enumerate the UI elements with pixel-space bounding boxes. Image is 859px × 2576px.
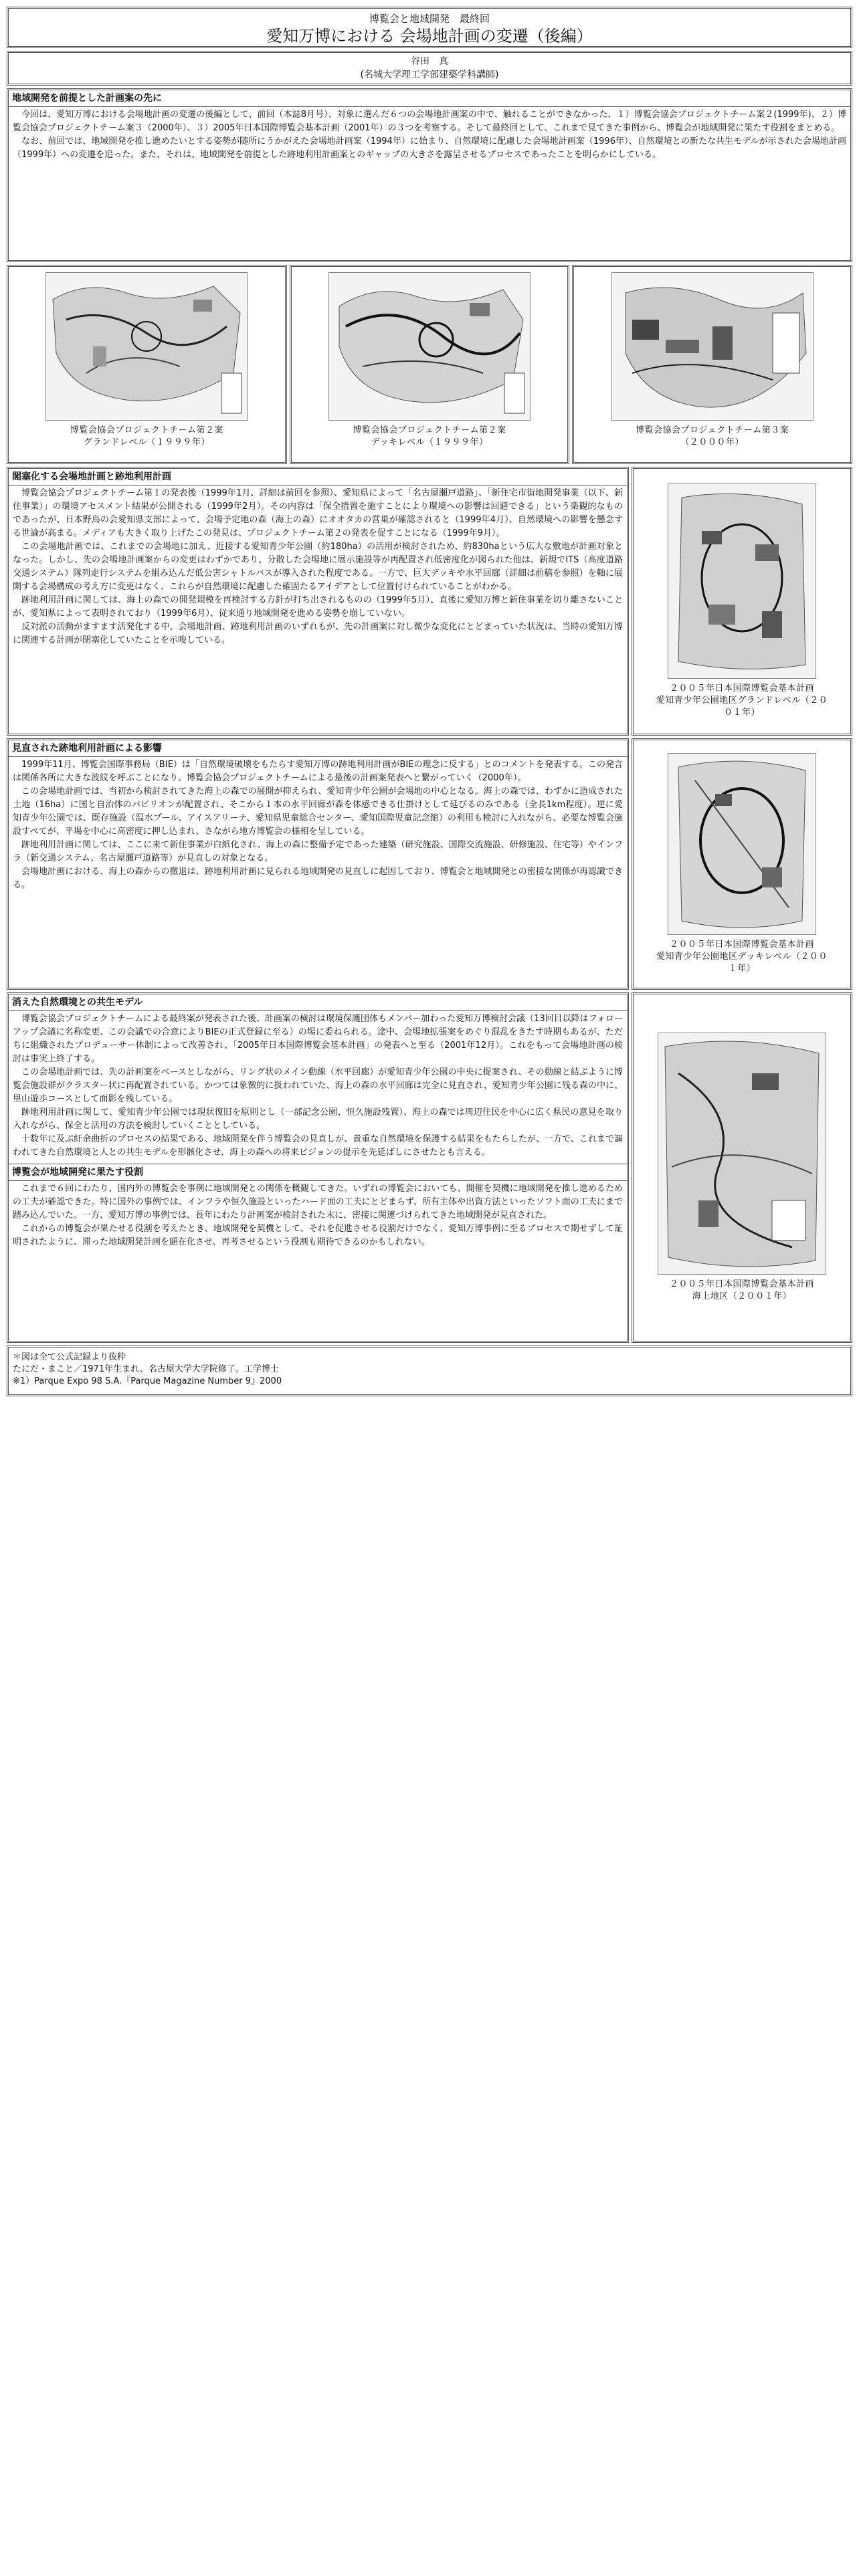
site-plan-map: [328, 272, 531, 421]
article-title: 愛知万博における 会場地計画の変遷（後編）: [266, 27, 593, 45]
figure-caption: [353, 425, 506, 449]
caption-line: デッキレベル（１９９９年）: [371, 437, 488, 447]
caption-line: 愛知青少年公園地区デッキレベル（２００: [656, 952, 828, 962]
caption-line: 博覧会協会プロジェクトチーム第３案: [636, 425, 789, 435]
figure-side: [632, 738, 852, 990]
caption-line: １年）: [728, 964, 756, 974]
caption-line: グランドレベル（１９９９年）: [83, 437, 210, 447]
paragraph: 跡地利用計画に関しては、海上の森での開発規模を再検討する方針が打ち出されるものの（1999年5月）、直後に愛知万博と新住事業を切り離さないことが、愛知県によって表明されており（1999年6月）、従来通り地域開発を進める姿勢を崩していない。: [13, 595, 623, 619]
intro-section: [7, 88, 852, 262]
section-s1: [7, 467, 629, 736]
figure-caption: [636, 425, 789, 449]
site-plan-map: [668, 484, 816, 679]
author-name: 谷田 真: [411, 56, 448, 67]
paragraph: これからの博覧会が果たせる役割を考えたとき、地域開発を契機として、それを促進させる役割だけでなく、愛知万博事例に至るプロセスで期せずして証明されたように、滞った地域開発計画を顕在化させ、再考させるという役割も期待できるのかもしれない。: [13, 1224, 623, 1247]
top-figure-row: [7, 265, 852, 464]
section-body: [9, 1011, 627, 1161]
section-heading: 消えた自然環境との共生モデル: [9, 994, 627, 1011]
figure-cell: [572, 265, 852, 464]
paragraph: 反対派の活動がますます活発化する中、会場地計画、跡地利用計画のいずれもが、先の計画案に対し微少な変化にとどまっていた状況は、当時の愛知万博に関連する計画が閉塞化していたことを示唆している。: [13, 622, 623, 645]
section-body: [9, 486, 627, 649]
note-line: ※1）Parque Expo 98 S.A.『Parque Magazine Number 9』2000: [13, 1376, 282, 1386]
section-body: [9, 1181, 627, 1251]
figure-caption: [670, 1279, 814, 1303]
note-line: ＊図は全て公式記録より抜粋: [13, 1352, 126, 1362]
section-heading: 地域開発を前提とした計画案の先に: [9, 90, 850, 107]
caption-line: 愛知青少年公園地区グランドレベル（２０: [656, 695, 828, 706]
figure-caption: [656, 939, 828, 975]
section-row: [7, 738, 852, 990]
paragraph: 1999年11月、博覧会国際事務局（BIE）は「自然環境破壊をもたらす愛知万博の跡地利用計画がBIEの理念に反する」とのコメントを発表する。この発言は関係各所に大きな波紋を呼ぶことになり、博覧会協会プロジェクトチームによる最後の計画案発表へと繋がっていく（2000年）。: [13, 760, 623, 783]
paragraph: なお、前回では、地域開発を推し進めたいとする姿勢が随所にうかがえた会場地計画案（1994年）に始まり、自然環境に配慮した会場地計画案（1996年）、自然環境との新たな共生モデルが示された会場地計画（1999年）への変遷を追った。また、それは、地域開発を前提とした跡地利用計画案とのギャップの大きさを露呈させるプロセスであったことを明らかにしている。: [13, 136, 846, 160]
notes-box: [7, 1346, 852, 1396]
paragraph: 博覧会協会プロジェクトチーム第１の発表後（1999年1月、詳細は前回を参照）、愛知県によって「名古屋瀬戸道路」、「新住宅市街地開発事業（以下、新住事業）」の環境アセスメント結果が公開される（1999年2月）。その内容は「保全措置を施すことにより環境への影響は回避できる」という楽観的なものであったが、日本野鳥の会愛知県支部によって、会場予定地の森（海上の森）にオオタカの営巣が確認されると（1999年4月）、自然環境への影響を懸念する世論が高まる。メディアも大きく取り上げたこの発見は、プロジェクトチーム第２の発表を促すことになる（1999年9月）。: [13, 488, 623, 538]
paragraph: この会場地計画では、これまでの会場地に加え、近接する愛知青少年公園（約180ha）の活用が検討されため、約830haという広大な敷地が計画対象となった。しかし、先の会場地計画案からの変更はわずかであり、分散した会場地に展示施設等が再配置され低密度化が図られた他は、新規でITS（高度道路交通システム）隊列走行システムを組み込んだ低公害シャトルバスが導入された程度である。一方で、巨大デッキや水平回廊（詳細は前稿を参照）を軸に展開する会場構成の考え方に変更はなく、これらが自然環境に配慮した確固たるアイデアとして位置付けられていることがわかる。: [13, 542, 623, 592]
paragraph: 今回は、愛知万博における会場地計画の変遷の後編として、前回（本誌8月号）、対象に選んだ６つの会場地計画案の中で、触れることができなかった、１）博覧会協会プロジェクトチーム案２(1999年)、２）博覧会協会プロジェクトチーム案３（2000年）、３）2005年日本国際博覧会基本計画（2001年）の３つを考察する。そして最終回として、これまで見てきた事例から、博覧会が地域開発に果たす役割をまとめる。: [13, 110, 846, 133]
figure-cell: [290, 265, 570, 464]
site-plan-map: [611, 272, 814, 421]
section-row: [7, 992, 852, 1343]
series-label: 博覧会と地域開発 最終回: [369, 13, 490, 25]
site-plan-map: [668, 753, 816, 935]
paragraph: これまで６回にわたり、国内外の博覧会を事例に地域開発との関係を概観してきた。いずれの博覧会においても、開催を契機に地域開発を推し進めるための工夫が確認できた。特に国外の事例では、インフラや恒久施設といったハード面の工夫にとどまらず、所有主体や出資方法といったソフト面の工夫にまで踏み込んでいた。一方、愛知万博の事例では、長年にわたり計画案が検討された末に、密接に関連づけられてきた地域開発が見直された。: [13, 1184, 623, 1220]
figure-cell: [7, 265, 287, 464]
paragraph: 跡地利用計画に関して、愛知青少年公園では現状復旧を原則とし（一部記念公園、恒久施設残置）、海上の森では周辺住民を中心に広く県民の意見を取り入れながら、保全と活用の方法を検討していくこととしている。: [13, 1107, 623, 1131]
site-plan-map: [658, 1033, 826, 1275]
section-s2: [7, 738, 629, 990]
figure-caption: [70, 425, 223, 449]
figure-side: [632, 467, 852, 736]
note-line: たにだ・まこと／1971年生まれ、名古屋大学大学院修了。工学博士: [13, 1364, 279, 1374]
caption-line: ２００５年日本国際博覧会基本計画: [669, 940, 814, 950]
paragraph: 博覧会協会プロジェクトチームによる最終案が発表された後、計画案の検討は環境保護団体もメンバー加わった愛知万博検討会議（13回目以降はフォローアップ会議に名称変更、この会議での合意によりBIEの正式登録に至る）の場に委ねられる。途中、会場地拡張案をめぐり混乱をきたす時期もあるが、ただちに組織されたプロデューサー体制によって改善され、「2005年日本国際博覧会基本計画」の発表へと至る（2001年12月）。これをもって会場地計画の検討は事実上終了する。: [13, 1014, 623, 1064]
section-heading: 見直された跡地利用計画による影響: [9, 740, 627, 757]
author-affiliation: (名城大学理工学部建築学科講師): [360, 70, 499, 80]
section-s3: [7, 992, 629, 1343]
section-heading: 博覧会が地域開発に果たす役割: [9, 1164, 627, 1181]
paragraph: この会場地計画では、当初から検討されてきた海上の森での展開が抑えられ、愛知青少年公園が会場地の中心となる。海上の森では、わずかに造成された土地（16ha）に国と自治体のパビリオンが配置され、そこから１本の水平回廊が森を体感できる仕掛けとして延びるのみである（全長1km程度）。逆に愛知青少年公園では、既存施設（温水プール、アイスアリーナ、愛知県児童総合センター、愛知国際児童記念館）の利用も検討に入れながら、必要な博覧会施設すべてが、平場を中心に高密度に押し込まれ、さながら地方博覧会の様相を呈している。: [13, 786, 623, 837]
site-plan-map: [45, 272, 248, 421]
caption-line: ２００５年日本国際博覧会基本計画: [669, 683, 814, 693]
page-sheet: [7, 7, 852, 1396]
section-row: [7, 467, 852, 736]
caption-line: 海上地区（２００１年）: [692, 1291, 792, 1301]
section-body: [9, 757, 627, 893]
article-header: [7, 7, 852, 48]
caption-line: ２００５年日本国際博覧会基本計画: [669, 1279, 814, 1289]
caption-line: 博覧会協会プロジェクトチーム第２案: [353, 425, 506, 435]
figure-caption: [656, 683, 828, 719]
caption-line: ０１年）: [723, 708, 760, 718]
author-box: [7, 51, 852, 86]
paragraph: 跡地利用計画に関しては、ここに来て新住事業が白紙化され、海上の森に整備予定であった建築（研究施設、国際交流施設、研修施設、住宅等）やインフラ（新交通システム、名古屋瀬戸道路等）が見直しの対象となる。: [13, 840, 623, 863]
caption-line: （２０００年）: [680, 437, 744, 447]
caption-line: 博覧会協会プロジェクトチーム第２案: [70, 425, 223, 435]
section-heading: 閣塞化する会場地計画と跡地利用計画: [9, 469, 627, 486]
paragraph: 十数年に及ぶ紆余曲折のプロセスの結果である、地域開発を伴う博覧会の見直しが、貴重な自然環境を保護する結果をもたらしたが、一方で、これまで謳われてきた自然環境と人との共生モデルを形骸化させ、海上の森への将来ビジョンの提示を先延ばしにさせたとも言える。: [13, 1134, 623, 1158]
paragraph: 会場地計画における、海上の森からの撤退は、跡地利用計画に見られる地域開発の見直しに起因しており、博覧会と地域開発との密接な関係が再認識できる。: [13, 867, 623, 890]
figure-side: [632, 992, 852, 1343]
paragraph: この会場地計画では、先の計画案をベースとしながら、リング状のメイン動線（水平回廊）が愛知青少年公園の中央に提案され、その動線と結ぶように博覧会施設群がクラスター状に再配置されている。かつては象徴的に扱われていた、海上の森の水平回廊は完全に見直され、愛知青少年公園に残る森の中に、里山遊歩コースとして面影を残している。: [13, 1067, 623, 1104]
section-body: [9, 107, 850, 163]
